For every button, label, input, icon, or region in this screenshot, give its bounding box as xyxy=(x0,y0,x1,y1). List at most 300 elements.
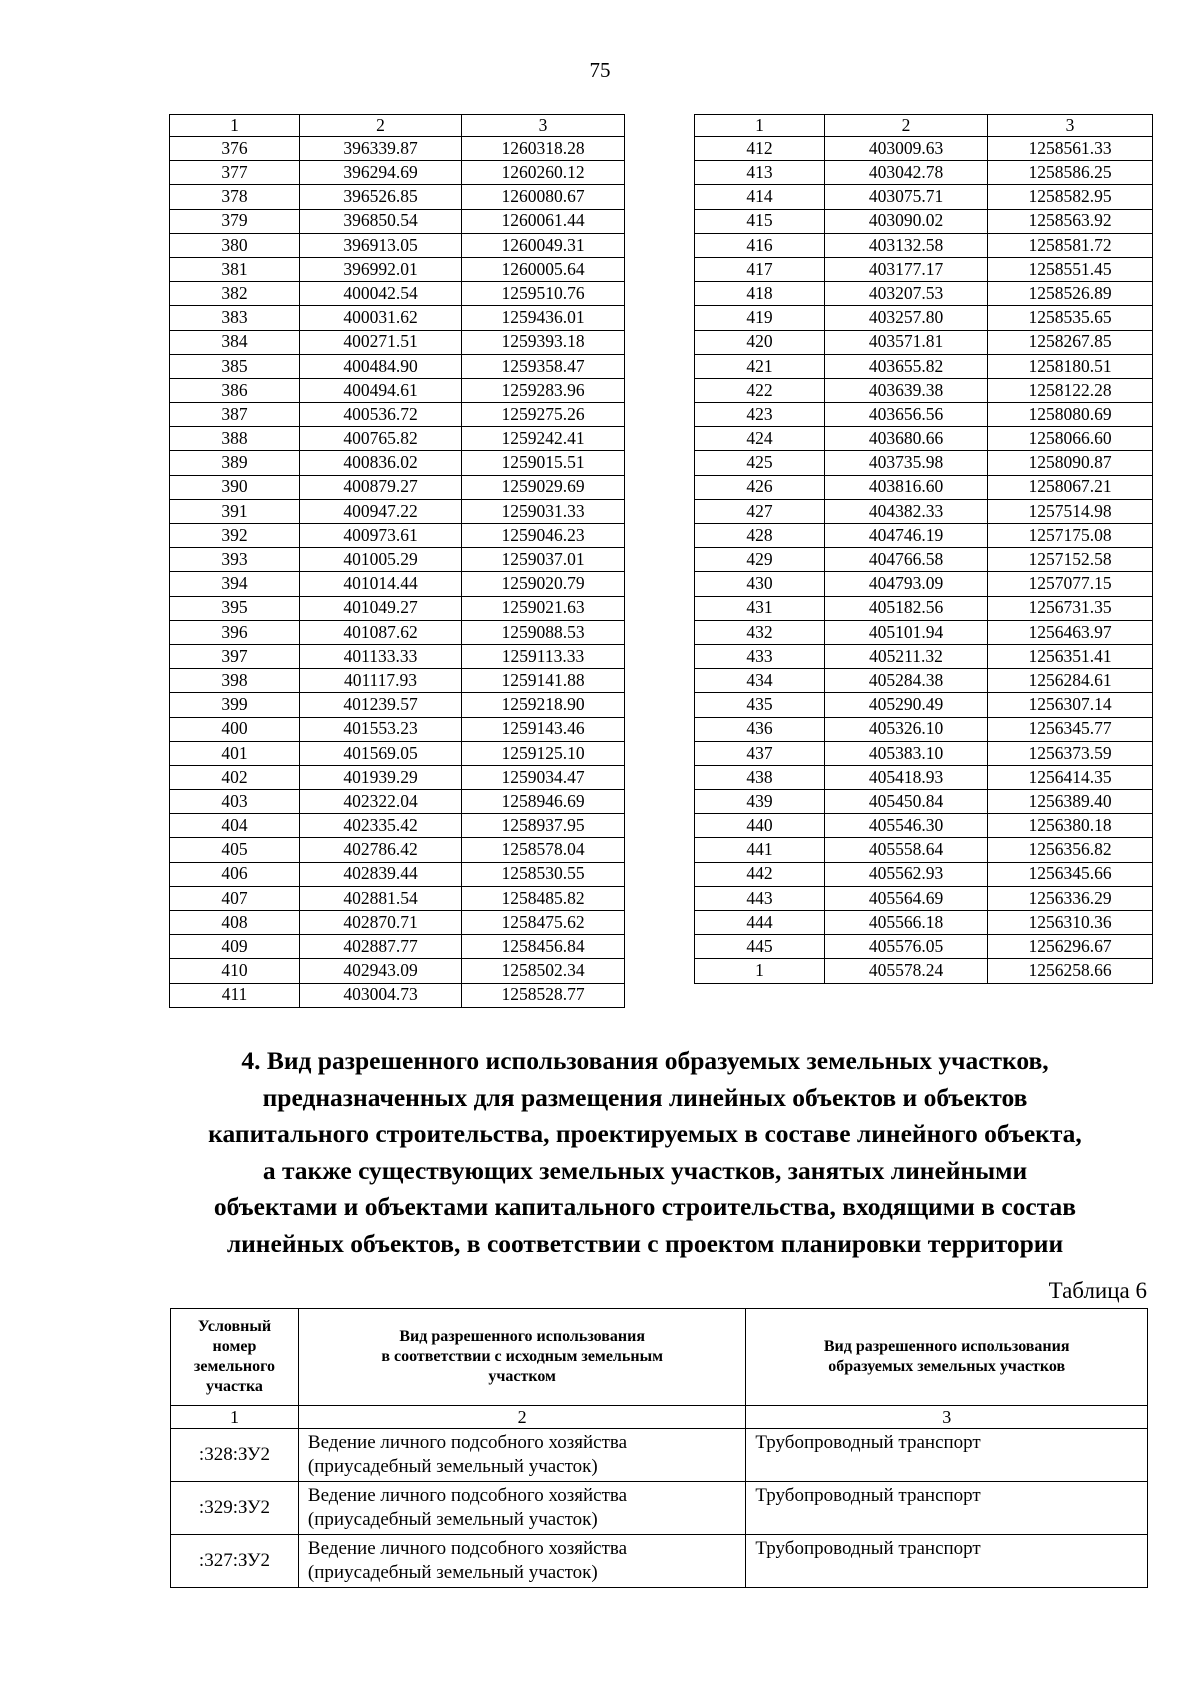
coord-y: 1258502.34 xyxy=(462,959,625,983)
coord-x: 402335.42 xyxy=(300,814,462,838)
coord-row xyxy=(695,209,1153,233)
coordinates-table-right xyxy=(694,114,1153,984)
land-use-table xyxy=(170,1308,1148,1588)
plot-id: :329:ЗУ2 xyxy=(171,1482,299,1535)
coord-y: 1259436.01 xyxy=(462,306,625,330)
coord-y: 1257152.58 xyxy=(988,548,1153,572)
point-number: 427 xyxy=(695,499,825,523)
plot-id: :328:ЗУ2 xyxy=(171,1429,299,1482)
coord-x: 405450.84 xyxy=(825,790,988,814)
coord-row xyxy=(170,814,625,838)
coord-row xyxy=(170,524,625,548)
coord-x: 403090.02 xyxy=(825,209,988,233)
coord-x: 402839.44 xyxy=(300,862,462,886)
coord-x: 405101.94 xyxy=(825,620,988,644)
coord-row xyxy=(170,644,625,668)
table-row xyxy=(171,1429,1148,1482)
coord-x: 402786.42 xyxy=(300,838,462,862)
point-number: 378 xyxy=(170,185,300,209)
coord-row xyxy=(170,499,625,523)
coord-y: 1256414.35 xyxy=(988,765,1153,789)
coord-y: 1256258.66 xyxy=(988,959,1153,983)
point-number: 389 xyxy=(170,451,300,475)
point-number: 442 xyxy=(695,862,825,886)
coord-x: 402943.09 xyxy=(300,959,462,983)
coord-row xyxy=(695,330,1153,354)
heading-line: 4. Вид разрешенного использования образуемых земельных участков, xyxy=(241,1046,1049,1075)
point-number: 385 xyxy=(170,354,300,378)
coord-y: 1259218.90 xyxy=(462,693,625,717)
coord-y: 1258561.33 xyxy=(988,137,1153,161)
coord-row xyxy=(695,572,1153,596)
coord-x: 400484.90 xyxy=(300,354,462,378)
coord-y: 1257077.15 xyxy=(988,572,1153,596)
coord-x: 400765.82 xyxy=(300,427,462,451)
source-line: (приусадебный земельный участок) xyxy=(307,1562,598,1583)
coord-x: 401005.29 xyxy=(300,548,462,572)
coord-y: 1259275.26 xyxy=(462,403,625,427)
coord-x: 401049.27 xyxy=(300,596,462,620)
header-plot-number xyxy=(171,1309,299,1406)
coord-y: 1256380.18 xyxy=(988,814,1153,838)
coord-x: 405284.38 xyxy=(825,669,988,693)
heading-line: предназначенных для размещения линейных объектов и объектов xyxy=(262,1082,1028,1112)
column-number: 1 xyxy=(171,1406,299,1429)
point-number: 436 xyxy=(695,717,825,741)
coord-y: 1256351.41 xyxy=(988,644,1153,668)
coord-row xyxy=(695,427,1153,451)
coord-y: 1259125.10 xyxy=(462,741,625,765)
coord-x: 401014.44 xyxy=(300,572,462,596)
plot-id: :327:ЗУ2 xyxy=(171,1535,299,1588)
source-line: Ведение личного подсобного хозяйства xyxy=(307,1485,628,1506)
point-number: 380 xyxy=(170,233,300,257)
coord-row xyxy=(170,233,625,257)
point-number: 424 xyxy=(695,427,825,451)
header-line: Вид разрешенного использования xyxy=(823,1338,1070,1355)
header-line: участка xyxy=(205,1378,263,1395)
point-number: 420 xyxy=(695,330,825,354)
coord-row xyxy=(170,596,625,620)
coord-row xyxy=(695,354,1153,378)
point-number: 429 xyxy=(695,548,825,572)
coord-header-cell: 3 xyxy=(988,115,1153,137)
point-number: 400 xyxy=(170,717,300,741)
coord-y: 1256345.77 xyxy=(988,717,1153,741)
coord-x: 405564.69 xyxy=(825,886,988,910)
source-line: (приусадебный земельный участок) xyxy=(307,1509,598,1530)
point-number: 395 xyxy=(170,596,300,620)
source-line: (приусадебный земельный участок) xyxy=(307,1456,598,1477)
coord-x: 403655.82 xyxy=(825,354,988,378)
point-number: 431 xyxy=(695,596,825,620)
point-number: 393 xyxy=(170,548,300,572)
section-heading xyxy=(130,1043,1160,1262)
coord-y: 1260005.64 xyxy=(462,257,625,281)
column-number: 2 xyxy=(298,1406,745,1429)
point-number: 402 xyxy=(170,765,300,789)
point-number: 439 xyxy=(695,790,825,814)
coord-y: 1258578.04 xyxy=(462,838,625,862)
coord-row xyxy=(170,257,625,281)
coord-header-row xyxy=(170,115,625,137)
point-number: 396 xyxy=(170,620,300,644)
coord-y: 1256310.36 xyxy=(988,911,1153,935)
coord-x: 400271.51 xyxy=(300,330,462,354)
point-number: 437 xyxy=(695,741,825,765)
coord-y: 1259242.41 xyxy=(462,427,625,451)
coord-y: 1258528.77 xyxy=(462,983,625,1007)
coord-y: 1257514.98 xyxy=(988,499,1153,523)
point-number: 1 xyxy=(695,959,825,983)
coord-y: 1259283.96 xyxy=(462,378,625,402)
coord-row xyxy=(170,185,625,209)
coord-row xyxy=(695,306,1153,330)
coord-x: 396913.05 xyxy=(300,233,462,257)
point-number: 403 xyxy=(170,790,300,814)
point-number: 379 xyxy=(170,209,300,233)
coord-y: 1259034.47 xyxy=(462,765,625,789)
coord-header-cell: 3 xyxy=(462,115,625,137)
coord-y: 1260318.28 xyxy=(462,137,625,161)
coord-x: 403042.78 xyxy=(825,161,988,185)
coord-y: 1256731.35 xyxy=(988,596,1153,620)
source-usage xyxy=(298,1429,745,1482)
coord-x: 403680.66 xyxy=(825,427,988,451)
coord-row xyxy=(170,282,625,306)
coord-y: 1259020.79 xyxy=(462,572,625,596)
point-number: 426 xyxy=(695,475,825,499)
point-number: 376 xyxy=(170,137,300,161)
coord-x: 396294.69 xyxy=(300,161,462,185)
coord-header-cell: 2 xyxy=(825,115,988,137)
coord-x: 404766.58 xyxy=(825,548,988,572)
header-line: в соответствии с исходным земельным xyxy=(381,1348,663,1365)
coord-y: 1260260.12 xyxy=(462,161,625,185)
coord-y: 1259393.18 xyxy=(462,330,625,354)
coord-y: 1258180.51 xyxy=(988,354,1153,378)
coord-y: 1259037.01 xyxy=(462,548,625,572)
coord-row xyxy=(170,983,625,1007)
coord-x: 401133.33 xyxy=(300,644,462,668)
point-number: 422 xyxy=(695,378,825,402)
coord-row xyxy=(170,161,625,185)
coord-x: 400879.27 xyxy=(300,475,462,499)
coord-x: 400973.61 xyxy=(300,524,462,548)
coord-y: 1256307.14 xyxy=(988,693,1153,717)
source-line: Ведение личного подсобного хозяйства xyxy=(307,1432,628,1453)
coord-y: 1258535.65 xyxy=(988,306,1153,330)
coord-y: 1258067.21 xyxy=(988,475,1153,499)
coord-row xyxy=(695,669,1153,693)
point-number: 386 xyxy=(170,378,300,402)
coord-x: 400031.62 xyxy=(300,306,462,330)
coord-y: 1259510.76 xyxy=(462,282,625,306)
point-number: 407 xyxy=(170,886,300,910)
coord-row xyxy=(170,959,625,983)
coord-y: 1259031.33 xyxy=(462,499,625,523)
coord-header-cell: 2 xyxy=(300,115,462,137)
coord-row xyxy=(695,233,1153,257)
coord-y: 1258485.82 xyxy=(462,886,625,910)
coord-row xyxy=(695,765,1153,789)
coord-row xyxy=(695,959,1153,983)
coord-y: 1260080.67 xyxy=(462,185,625,209)
point-number: 399 xyxy=(170,693,300,717)
coord-row xyxy=(170,378,625,402)
coord-y: 1258582.95 xyxy=(988,185,1153,209)
coord-row xyxy=(170,209,625,233)
coord-x: 405558.64 xyxy=(825,838,988,862)
column-number: 3 xyxy=(746,1406,1148,1429)
heading-line: а также существующих земельных участков, занятых линейными xyxy=(262,1155,1028,1185)
coord-x: 401117.93 xyxy=(300,669,462,693)
coord-x: 400536.72 xyxy=(300,403,462,427)
target-usage: Трубопроводный транспорт xyxy=(746,1535,1148,1588)
point-number: 394 xyxy=(170,572,300,596)
coord-row xyxy=(695,814,1153,838)
coord-x: 405326.10 xyxy=(825,717,988,741)
coord-row xyxy=(695,524,1153,548)
coord-y: 1258080.69 xyxy=(988,403,1153,427)
header-line: земельного xyxy=(193,1358,275,1375)
coord-x: 403735.98 xyxy=(825,451,988,475)
point-number: 401 xyxy=(170,741,300,765)
point-number: 405 xyxy=(170,838,300,862)
coord-row xyxy=(695,499,1153,523)
coord-row xyxy=(695,911,1153,935)
coord-y: 1258581.72 xyxy=(988,233,1153,257)
point-number: 408 xyxy=(170,911,300,935)
point-number: 440 xyxy=(695,814,825,838)
point-number: 443 xyxy=(695,886,825,910)
coord-header-row xyxy=(695,115,1153,137)
coord-row xyxy=(695,185,1153,209)
coord-y: 1256336.29 xyxy=(988,886,1153,910)
point-number: 384 xyxy=(170,330,300,354)
coord-x: 396339.87 xyxy=(300,137,462,161)
column-number-row xyxy=(171,1406,1148,1429)
coord-row xyxy=(170,620,625,644)
point-number: 423 xyxy=(695,403,825,427)
coord-x: 405182.56 xyxy=(825,596,988,620)
coord-x: 400042.54 xyxy=(300,282,462,306)
table-header-row xyxy=(171,1309,1148,1406)
coordinates-table-left xyxy=(169,114,625,1008)
coord-x: 405576.05 xyxy=(825,935,988,959)
coord-y: 1256296.67 xyxy=(988,935,1153,959)
coord-y: 1256345.66 xyxy=(988,862,1153,886)
heading-line: линейных объектов, в соответствии с проектом планировки территории xyxy=(226,1228,1064,1258)
point-number: 391 xyxy=(170,499,300,523)
coord-row xyxy=(170,790,625,814)
point-number: 413 xyxy=(695,161,825,185)
point-number: 412 xyxy=(695,137,825,161)
coord-y: 1259029.69 xyxy=(462,475,625,499)
point-number: 410 xyxy=(170,959,300,983)
coord-x: 402887.77 xyxy=(300,935,462,959)
coord-row xyxy=(170,911,625,935)
coord-x: 401569.05 xyxy=(300,741,462,765)
coord-y: 1256284.61 xyxy=(988,669,1153,693)
point-number: 411 xyxy=(170,983,300,1007)
coord-x: 403132.58 xyxy=(825,233,988,257)
coord-x: 403656.56 xyxy=(825,403,988,427)
coord-row xyxy=(170,137,625,161)
coord-row xyxy=(170,427,625,451)
header-line: участком xyxy=(488,1368,556,1385)
coord-x: 405578.24 xyxy=(825,959,988,983)
source-usage xyxy=(298,1482,745,1535)
point-number: 441 xyxy=(695,838,825,862)
source-usage xyxy=(298,1535,745,1588)
coord-x: 405418.93 xyxy=(825,765,988,789)
point-number: 419 xyxy=(695,306,825,330)
coord-x: 405290.49 xyxy=(825,693,988,717)
coord-x: 400836.02 xyxy=(300,451,462,475)
coord-row xyxy=(170,403,625,427)
coord-row xyxy=(695,257,1153,281)
coord-x: 403075.71 xyxy=(825,185,988,209)
header-line: Условный xyxy=(197,1318,272,1335)
coord-x: 403009.63 xyxy=(825,137,988,161)
coord-x: 405562.93 xyxy=(825,862,988,886)
point-number: 434 xyxy=(695,669,825,693)
header-target-usage xyxy=(746,1309,1148,1406)
coord-row xyxy=(170,451,625,475)
coord-x: 402870.71 xyxy=(300,911,462,935)
heading-line: объектами и объектами капитального строительства, входящими в состав xyxy=(213,1192,1077,1221)
coord-x: 402881.54 xyxy=(300,886,462,910)
coord-x: 402322.04 xyxy=(300,790,462,814)
coord-row xyxy=(170,935,625,959)
point-number: 438 xyxy=(695,765,825,789)
coord-x: 403207.53 xyxy=(825,282,988,306)
header-line: Вид разрешенного использования xyxy=(399,1328,645,1345)
coord-row xyxy=(695,620,1153,644)
page-number: 75 xyxy=(589,58,611,82)
coord-row xyxy=(170,765,625,789)
coord-y: 1256373.59 xyxy=(988,741,1153,765)
coord-row xyxy=(170,717,625,741)
coord-x: 405546.30 xyxy=(825,814,988,838)
coord-row xyxy=(695,378,1153,402)
coord-row xyxy=(170,862,625,886)
coord-y: 1258946.69 xyxy=(462,790,625,814)
coord-header-cell: 1 xyxy=(170,115,300,137)
header-line: номер xyxy=(212,1338,257,1355)
coord-row xyxy=(170,741,625,765)
point-number: 428 xyxy=(695,524,825,548)
coord-y: 1258090.87 xyxy=(988,451,1153,475)
coord-row xyxy=(170,838,625,862)
coord-y: 1260049.31 xyxy=(462,233,625,257)
point-number: 382 xyxy=(170,282,300,306)
point-number: 444 xyxy=(695,911,825,935)
coord-x: 400494.61 xyxy=(300,378,462,402)
coord-row xyxy=(695,451,1153,475)
coord-x: 403639.38 xyxy=(825,378,988,402)
coord-y: 1259088.53 xyxy=(462,620,625,644)
point-number: 425 xyxy=(695,451,825,475)
point-number: 390 xyxy=(170,475,300,499)
coord-row xyxy=(170,572,625,596)
coord-row xyxy=(695,137,1153,161)
source-line: Ведение личного подсобного хозяйства xyxy=(307,1538,628,1559)
coord-x: 404382.33 xyxy=(825,499,988,523)
coord-x: 403816.60 xyxy=(825,475,988,499)
point-number: 430 xyxy=(695,572,825,596)
coord-x: 401239.57 xyxy=(300,693,462,717)
coord-y: 1258551.45 xyxy=(988,257,1153,281)
coord-y: 1258586.25 xyxy=(988,161,1153,185)
coord-y: 1259141.88 xyxy=(462,669,625,693)
coord-x: 404746.19 xyxy=(825,524,988,548)
coord-x: 396850.54 xyxy=(300,209,462,233)
table-row xyxy=(171,1482,1148,1535)
point-number: 414 xyxy=(695,185,825,209)
coord-y: 1258267.85 xyxy=(988,330,1153,354)
coord-x: 405383.10 xyxy=(825,741,988,765)
point-number: 417 xyxy=(695,257,825,281)
target-usage: Трубопроводный транспорт xyxy=(746,1482,1148,1535)
coord-row xyxy=(695,862,1153,886)
coord-y: 1259143.46 xyxy=(462,717,625,741)
coord-x: 401087.62 xyxy=(300,620,462,644)
point-number: 433 xyxy=(695,644,825,668)
coord-y: 1259015.51 xyxy=(462,451,625,475)
coord-row xyxy=(170,548,625,572)
point-number: 445 xyxy=(695,935,825,959)
coord-y: 1259113.33 xyxy=(462,644,625,668)
table-caption: Таблица 6 xyxy=(1048,1278,1147,1303)
point-number: 421 xyxy=(695,354,825,378)
coord-row xyxy=(170,475,625,499)
coord-x: 401939.29 xyxy=(300,765,462,789)
coord-x: 405566.18 xyxy=(825,911,988,935)
coord-row xyxy=(695,596,1153,620)
coord-row xyxy=(170,354,625,378)
target-usage: Трубопроводный транспорт xyxy=(746,1429,1148,1482)
point-number: 415 xyxy=(695,209,825,233)
point-number: 418 xyxy=(695,282,825,306)
point-number: 381 xyxy=(170,257,300,281)
coord-row xyxy=(695,693,1153,717)
point-number: 387 xyxy=(170,403,300,427)
coord-y: 1260061.44 xyxy=(462,209,625,233)
coord-x: 401553.23 xyxy=(300,717,462,741)
heading-line: капитального строительства, проектируемых в составе линейного объекта, xyxy=(208,1119,1082,1148)
coord-row xyxy=(695,838,1153,862)
coord-x: 403571.81 xyxy=(825,330,988,354)
coord-y: 1258530.55 xyxy=(462,862,625,886)
coord-row xyxy=(695,886,1153,910)
coord-x: 396992.01 xyxy=(300,257,462,281)
coord-y: 1258526.89 xyxy=(988,282,1153,306)
point-number: 388 xyxy=(170,427,300,451)
coord-y: 1259046.23 xyxy=(462,524,625,548)
header-line: образуемых земельных участков xyxy=(828,1358,1066,1375)
coord-y: 1258475.62 xyxy=(462,911,625,935)
coord-y: 1256356.82 xyxy=(988,838,1153,862)
coord-row xyxy=(695,644,1153,668)
point-number: 383 xyxy=(170,306,300,330)
point-number: 377 xyxy=(170,161,300,185)
coord-x: 403177.17 xyxy=(825,257,988,281)
coord-y: 1258066.60 xyxy=(988,427,1153,451)
point-number: 398 xyxy=(170,669,300,693)
coord-x: 396526.85 xyxy=(300,185,462,209)
